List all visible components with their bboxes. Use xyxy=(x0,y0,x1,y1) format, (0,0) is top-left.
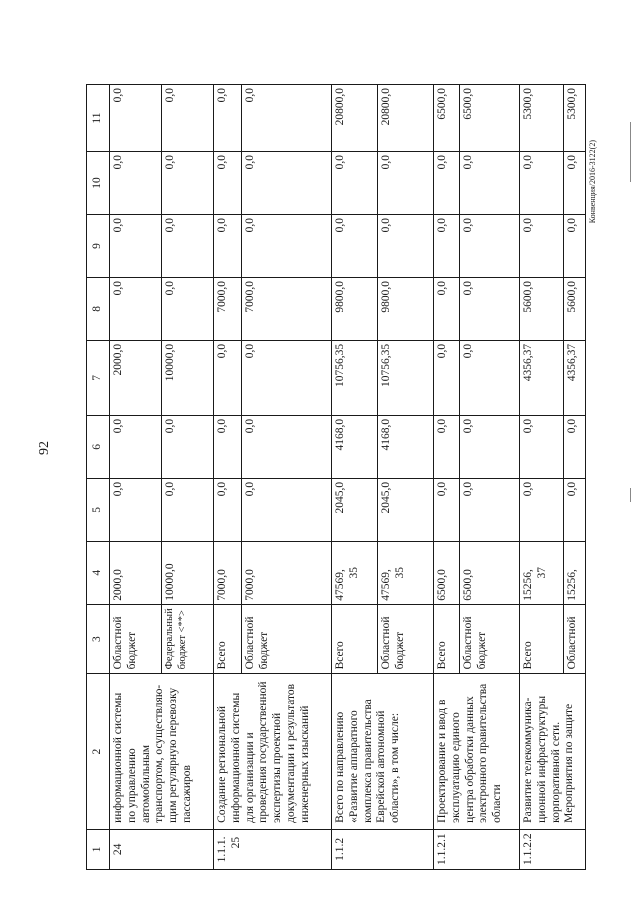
item-number: 1.1.2.2 xyxy=(522,833,534,865)
column-header: 10 xyxy=(87,152,110,215)
value-cell: 0,0 xyxy=(378,214,434,277)
funding-source: Всего xyxy=(520,604,564,674)
value-cell: 0,0 xyxy=(214,85,242,152)
value-cell: 4168,0 xyxy=(378,415,434,478)
value-cell: 0,0 xyxy=(434,277,460,340)
value-cell: 0,0 xyxy=(214,152,242,215)
value-cell: 0,0 xyxy=(162,152,214,215)
value-cell: 4356,37 xyxy=(520,340,564,415)
value-cell: 0,0 xyxy=(162,478,214,541)
table-row xyxy=(332,85,378,870)
value-cell: 0,0 xyxy=(434,214,460,277)
column-header: 1 xyxy=(87,829,110,869)
table-row xyxy=(214,85,242,870)
value-cell: 0,0 xyxy=(434,152,460,215)
column-header: 3 xyxy=(87,604,110,674)
total-value: 47569, 35 xyxy=(378,541,434,604)
item-description: Проектирование и ввод в эксплуатацию единого центра обработки данных электронного правительства области xyxy=(434,674,520,829)
funding-source: Областной бюджет xyxy=(460,604,520,674)
value-cell: 0,0 xyxy=(564,152,586,215)
value-cell: 0,0 xyxy=(460,478,520,541)
funding-source: Всего xyxy=(434,604,460,674)
value-cell: 0,0 xyxy=(214,340,242,415)
margin-rule xyxy=(630,488,631,502)
value-cell: 0,0 xyxy=(332,214,378,277)
header-row xyxy=(87,85,110,870)
document-code-text: Конвенция/2016-3122(2) xyxy=(588,140,597,224)
value-cell: 0,0 xyxy=(110,214,162,277)
value-cell: 0,0 xyxy=(520,214,564,277)
value-cell: 0,0 xyxy=(520,478,564,541)
item-description: информационной системы по управлению автомобильным транспортом, осуществляю-щим регулярную перевозку пассажиров xyxy=(110,674,214,829)
value-cell: 0,0 xyxy=(162,415,214,478)
item-description: Развитие телекоммуника-ционной инфраструктуры корпоративной сети. Мероприятия по защите xyxy=(520,674,586,829)
column-header: 9 xyxy=(87,214,110,277)
item-number-sub: 25 xyxy=(229,836,242,849)
total-value: 7000,0 xyxy=(214,541,242,604)
column-header: 7 xyxy=(87,340,110,415)
item-number: 1.1.1. xyxy=(216,836,228,863)
value-cell: 6500,0 xyxy=(460,85,520,152)
total-value: 2000,0 xyxy=(110,541,162,604)
value-cell: 4356,37 xyxy=(564,340,586,415)
value-cell: 0,0 xyxy=(520,152,564,215)
funding-source: Всего xyxy=(332,604,378,674)
value-cell: 0,0 xyxy=(378,152,434,215)
value-cell: 2000,0 xyxy=(110,340,162,415)
value-cell: 4168,0 xyxy=(332,415,378,478)
value-cell: 7000,0 xyxy=(214,277,242,340)
page-number: 92 xyxy=(37,441,52,455)
value-cell: 0,0 xyxy=(460,415,520,478)
funding-source: Областной бюджет xyxy=(110,604,162,674)
value-cell: 0,0 xyxy=(520,415,564,478)
value-cell: 0,0 xyxy=(162,214,214,277)
funding-source: Федеральный бюджет <**> xyxy=(162,604,214,674)
value-cell: 10756,35 xyxy=(332,340,378,415)
value-cell: 0,0 xyxy=(242,214,332,277)
item-description: Всего по направлению «Развитие аппаратного комплекса правительства Еврейской автономной области», в том числе: xyxy=(332,674,434,829)
column-header: 2 xyxy=(87,674,110,829)
total-value: 15256, xyxy=(564,541,586,604)
value-cell: 5600,0 xyxy=(564,277,586,340)
value-cell: 7000,0 xyxy=(242,277,332,340)
total-value: 15256, 37 xyxy=(520,541,564,604)
value-cell: 0,0 xyxy=(242,478,332,541)
value-cell: 0,0 xyxy=(434,478,460,541)
value-cell: 0,0 xyxy=(110,478,162,541)
value-cell: 0,0 xyxy=(110,415,162,478)
item-number-cell xyxy=(332,829,434,869)
value-cell: 5300,0 xyxy=(564,85,586,152)
value-cell: 0,0 xyxy=(242,340,332,415)
value-cell: 6500,0 xyxy=(434,85,460,152)
value-cell: 10756,35 xyxy=(378,340,434,415)
item-description: Создание региональной информационной системы для организации и проведения государственной экспертизы проектной документации и результатов инженерных изысканий xyxy=(214,674,332,829)
total-value: 47569, 35 xyxy=(332,541,378,604)
funding-source: Областной бюджет xyxy=(378,604,434,674)
value-cell: 0,0 xyxy=(564,214,586,277)
funding-source: Областной xyxy=(564,604,586,674)
funding-source: Всего xyxy=(214,604,242,674)
total-value: 6500,0 xyxy=(460,541,520,604)
item-number-cell xyxy=(520,829,586,869)
item-number-cell xyxy=(434,829,520,869)
value-cell: 0,0 xyxy=(110,85,162,152)
item-number-cell xyxy=(214,829,332,869)
column-header: 8 xyxy=(87,277,110,340)
value-cell: 2045,0 xyxy=(378,478,434,541)
value-cell: 20800,0 xyxy=(332,85,378,152)
value-cell: 0,0 xyxy=(242,415,332,478)
value-cell: 0,0 xyxy=(214,214,242,277)
column-header: 5 xyxy=(87,478,110,541)
item-number: 24 xyxy=(112,843,124,856)
value-cell: 0,0 xyxy=(460,340,520,415)
item-number: 1.1.2.1 xyxy=(436,833,448,865)
value-cell: 0,0 xyxy=(242,85,332,152)
column-header: 6 xyxy=(87,415,110,478)
item-number: 1.1.2 xyxy=(334,837,346,861)
value-cell: 0,0 xyxy=(460,152,520,215)
total-value: 7000,0 xyxy=(242,541,332,604)
item-number-cell xyxy=(110,829,214,869)
value-cell: 9800,0 xyxy=(378,277,434,340)
funding-source: Областной бюджет xyxy=(242,604,332,674)
column-header: 4 xyxy=(87,541,110,604)
budget-table xyxy=(86,84,586,870)
total-value: 10000,0 xyxy=(162,541,214,604)
value-cell: 0,0 xyxy=(162,85,214,152)
value-cell: 0,0 xyxy=(110,277,162,340)
value-cell: 0,0 xyxy=(460,214,520,277)
value-cell: 0,0 xyxy=(564,478,586,541)
value-cell: 20800,0 xyxy=(378,85,434,152)
table-row xyxy=(434,85,460,870)
value-cell: 0,0 xyxy=(564,415,586,478)
value-cell: 0,0 xyxy=(214,478,242,541)
value-cell: 9800,0 xyxy=(332,277,378,340)
value-cell: 0,0 xyxy=(332,152,378,215)
value-cell: 0,0 xyxy=(242,152,332,215)
value-cell: 0,0 xyxy=(110,152,162,215)
value-cell: 0,0 xyxy=(162,277,214,340)
table-row xyxy=(520,85,564,870)
value-cell: 0,0 xyxy=(460,277,520,340)
value-cell: 2045,0 xyxy=(332,478,378,541)
value-cell: 5300,0 xyxy=(520,85,564,152)
value-cell: 5600,0 xyxy=(520,277,564,340)
margin-rule xyxy=(630,122,631,182)
column-header: 11 xyxy=(87,85,110,152)
table-row xyxy=(110,85,162,870)
value-cell: 10000,0 xyxy=(162,340,214,415)
total-value: 6500,0 xyxy=(434,541,460,604)
value-cell: 0,0 xyxy=(434,415,460,478)
value-cell: 0,0 xyxy=(434,340,460,415)
value-cell: 0,0 xyxy=(214,415,242,478)
